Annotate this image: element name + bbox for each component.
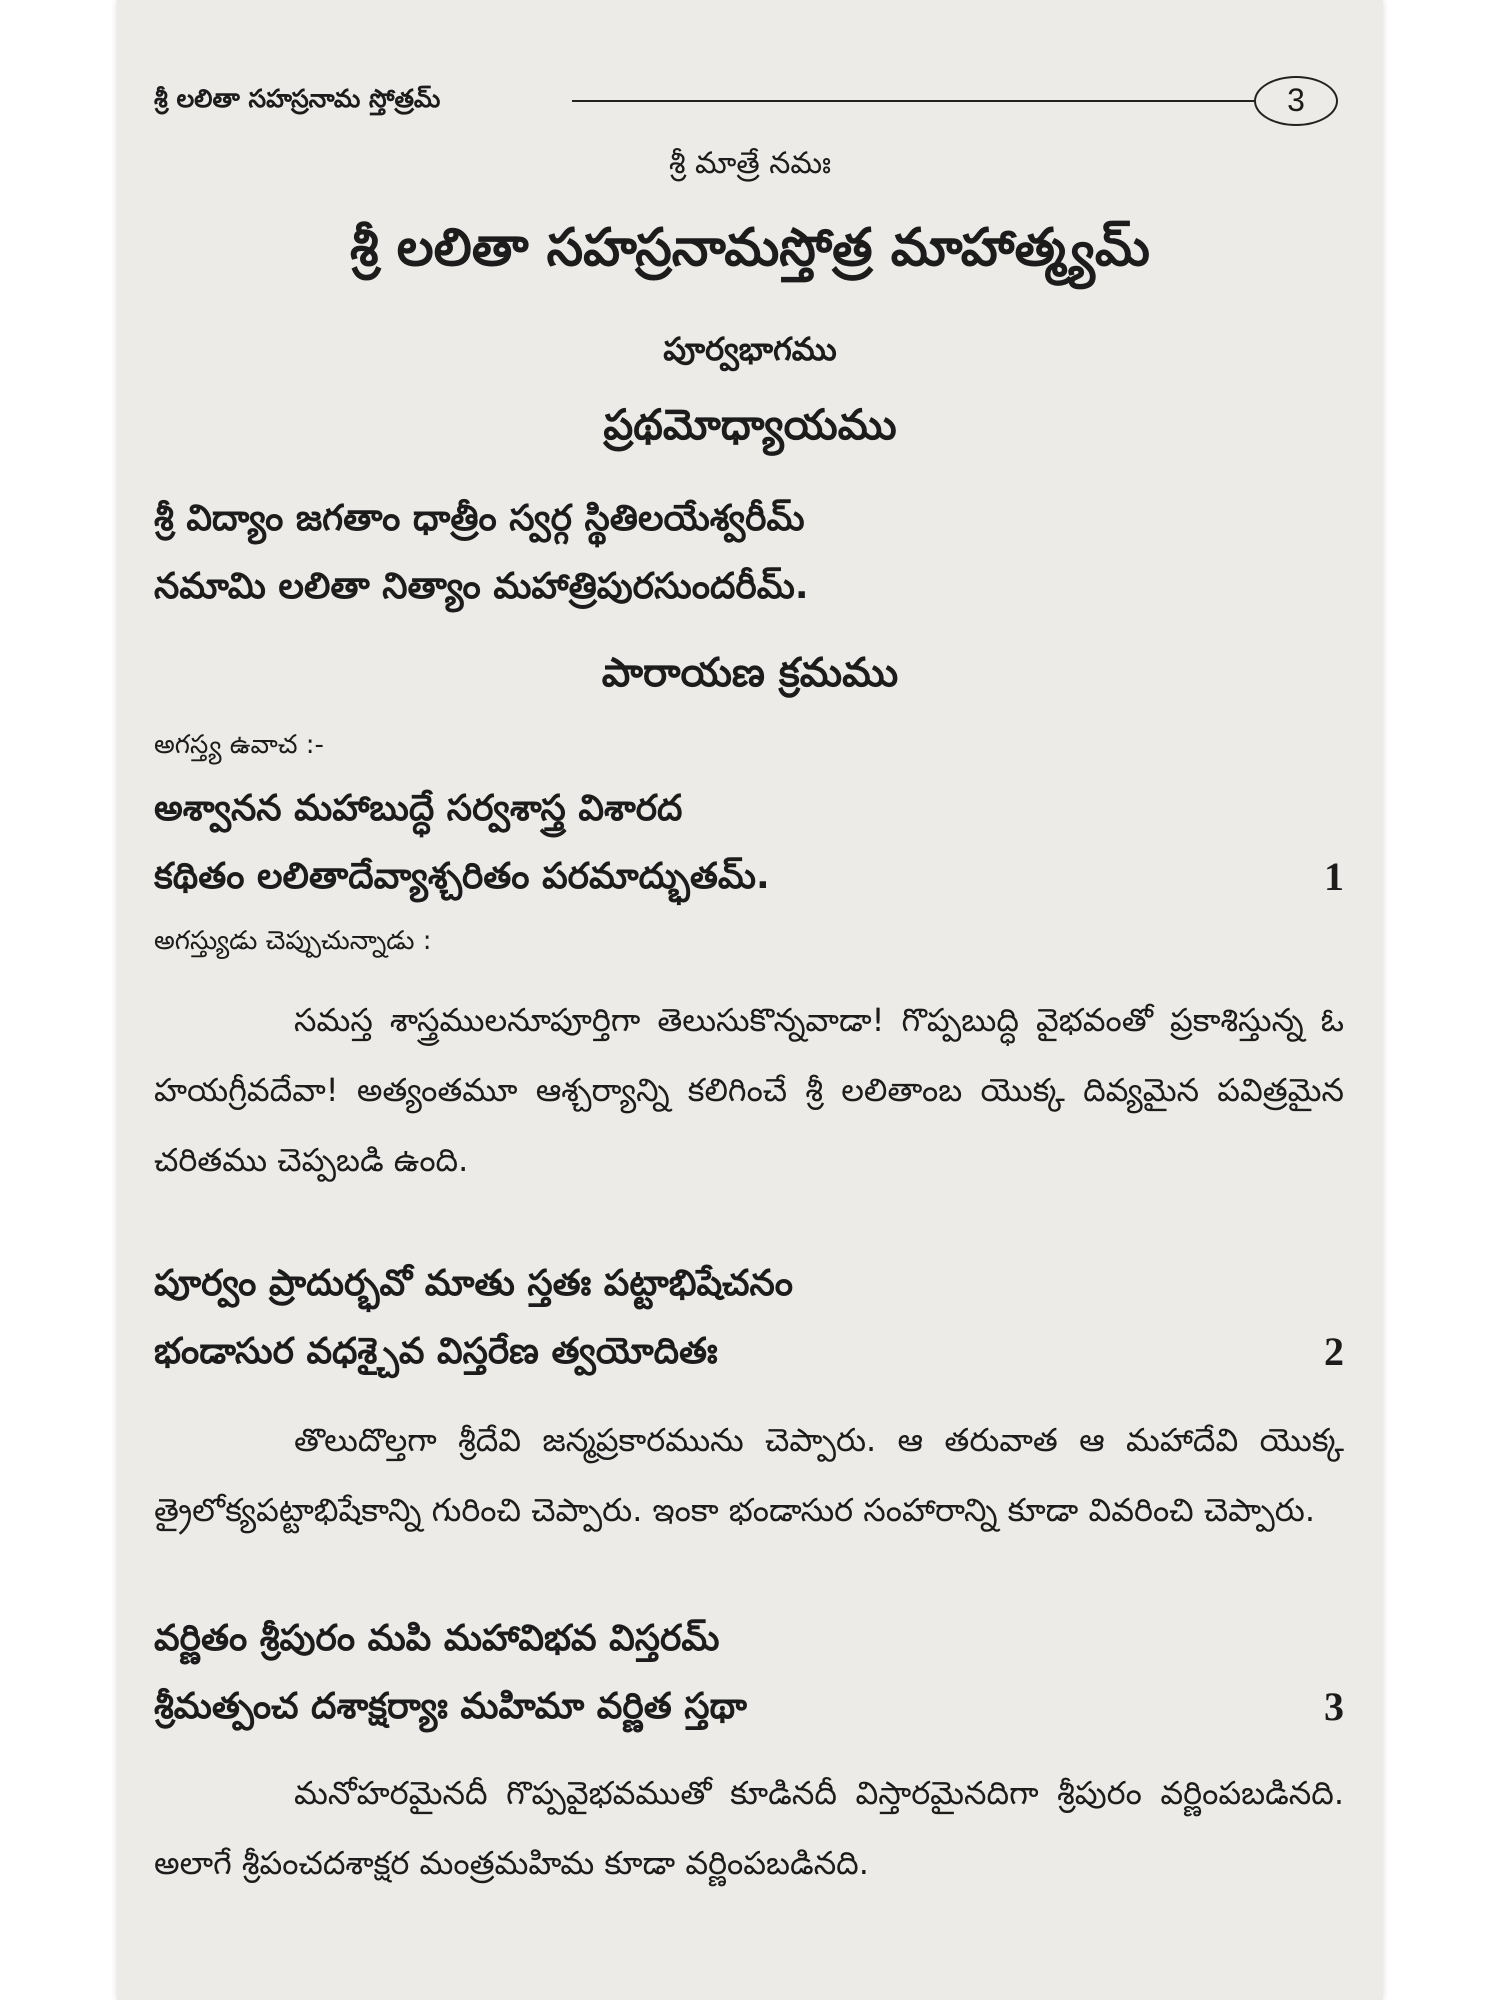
verse-line: అశ్వానన మహాబుద్ధే సర్వశాస్త్ర విశారద (154, 788, 683, 829)
page-number: 3 (1254, 76, 1338, 126)
part-name: పూర్వభాగము (663, 330, 837, 368)
verse-line: నమామి లలితా నిత్యాం మహాత్రిపురసుందరీమ్. (154, 566, 809, 607)
verse-3 (154, 1605, 1344, 1741)
section-title: పారాయణ క్రమము (601, 650, 899, 696)
page-header (154, 76, 1334, 126)
verse-1 (154, 775, 1344, 911)
verse-number: 2 (1324, 1329, 1344, 1374)
meaning-paragraph (154, 985, 1344, 1195)
verse-line-text: కథితం లలితాదేవ్యాశ్చరితం పరమాద్భుతమ్. (154, 856, 770, 897)
verse-line: పూర్వం ప్రాదుర్భవో మాతు స్తతః పట్టాభిషేచనం (154, 1263, 794, 1304)
verse-line (154, 843, 1344, 911)
meaning-paragraph (154, 1405, 1344, 1545)
verse-line-text: శ్రీమత్పంచ దశాక్షర్యాః మహిమా వర్ణిత స్తథా (154, 1686, 747, 1727)
meaning-text: మనోహరమైనదీ గొప్పవైభవముతో కూడినదీ విస్తారమైనదిగా శ్రీపురం వర్ణింపబడినది. అలాగే శ్రీపంచదశాక్షర మంత్రమహిమ కూడా వర్ణింపబడినది. (154, 1774, 1344, 1882)
opening-verse (154, 485, 1344, 621)
meaning-text: తొలుదొల్తగా శ్రీదేవి జన్మప్రకారమును చెప్పారు. ఆ తరువాత ఆ మహాదేవి యొక్క త్రైలోక్యపట్టాభిషేకాన్ని గురించి చెప్పారు. ఇంకా భండాసుర సంహారాన్ని కూడా వివరించి చెప్పారు. (154, 1421, 1344, 1529)
verse-line: శ్రీ విద్యాం జగతాం ధాత్రీం స్వర్గ స్థితిలయేశ్వరీమ్ (154, 498, 805, 539)
book-page (117, 0, 1383, 2000)
meaning-paragraph (154, 1758, 1344, 1898)
main-title: శ్రీ లలితా సహస్రనామస్తోత్ర మాహాత్మ్యమ్ (350, 218, 1150, 278)
chapter-title: ప్రథమోధ్యాయము (603, 400, 897, 449)
verse-line (154, 1673, 1344, 1741)
running-title: శ్రీ లలితా సహస్రనామ స్తోత్రమ్ (154, 84, 441, 113)
speaker-label: అగస్త్యుడు చెప్పుచున్నాడు : (154, 926, 432, 956)
verse-number: 1 (1324, 854, 1344, 899)
speaker-label: అగస్త్య ఉవాచ :- (154, 730, 324, 760)
verse-number: 3 (1324, 1684, 1344, 1729)
verse-line-text: భండాసుర వధశ్చైవ విస్తరేణ త్వయోదితః (154, 1331, 718, 1372)
verse-2 (154, 1250, 1344, 1386)
invocation: శ్రీ మాత్రే నమః (669, 146, 831, 181)
meaning-text: సమస్త శాస్త్రములనూపూర్తిగా తెలుసుకొన్నవాడా! గొప్పబుద్ధి వైభవంతో ప్రకాశిస్తున్న ఓ హయగ్రీవదేవా! అత్యంతమూ ఆశ్చర్యాన్ని కలిగించే శ్రీ లలితాంబ యొక్క దివ్యమైన పవిత్రమైన చరితము చెప్పబడి ఉంది. (154, 1001, 1344, 1179)
verse-line: వర్ణితం శ్రీపురం మపి మహావిభవ విస్తరమ్ (154, 1618, 720, 1659)
header-rule (572, 100, 1254, 102)
verse-line (154, 1318, 1344, 1386)
